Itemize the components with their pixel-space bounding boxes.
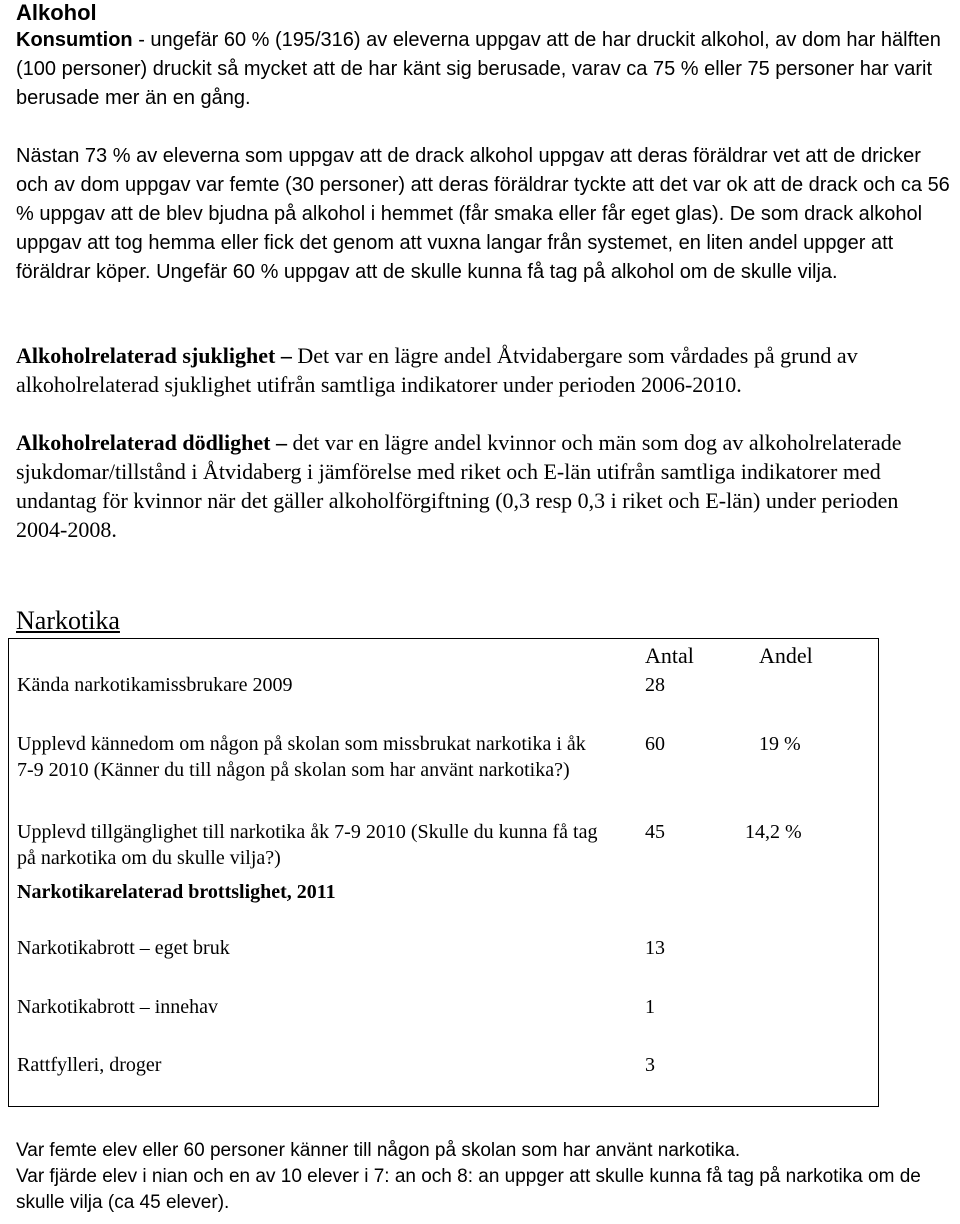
paragraph-alkohol-foraldrar: Nästan 73 % av eleverna som uppgav att de drack alkohol uppgav att deras föräldrar vet att de dricker och av dom uppgav var femte (30 personer) att deras föräldrar tyckte att det var ok att de drack och ca 56 % uppgav att de blev bjudna på alkohol i hemmet (får smaka eller får eget glas). De som drack alkohol uppgav att tog hemma eller fick det genom att vuxna langar från systemet, en liten andel uppger att föräldrar köper. Ungefär 60 % uppgav att de skulle kunna få tag på alkohol om de skulle vilja. [16,145,950,283]
paragraph-sjuklighet [16,341,951,399]
row-antal: 13 [645,937,665,959]
footnote-line: Var fjärde elev i nian och en av 10 elever i 7: an och 8: an uppger att skulle kunna få tag på narkotika om de skulle vilja (ca 45 elever). [16,1166,921,1213]
row-antal: 28 [645,674,665,696]
row-label: Narkotikabrott – innehav [17,996,219,1018]
footnote-line: Var femte elev eller 60 personer känner till någon på skolan som har använt narkotika. [16,1140,741,1161]
konsumtion-label: Konsumtion [16,29,133,51]
row-label: Upplevd tillgänglighet till narkotika åk 7-9 2010 (Skulle du kunna få tag på narkotika om du skulle vilja?) [17,821,598,869]
sjuklighet-label: Alkoholrelaterad sjuklighet – [16,343,292,368]
dodlighet-text: det var en lägre andel kvinnor och män som dog av alkoholrelaterade sjukdomar/tillstånd i Åtvidaberg i jämförelse med riket och E-län utifrån samtliga indikatorer med undantag för kvinnor när det gäller alkoholförgiftning (0,3 resp 0,3 i riket och E-län) under perioden 2004-2008. [16,430,902,542]
column-header-andel: Andel [759,643,813,668]
dodlighet-label: Alkoholrelaterad dödlighet – [16,430,287,455]
paragraph-konsumtion [16,26,951,113]
row-andel: 19 % [759,733,801,755]
row-antal: 60 [645,733,665,755]
row-label: Narkotikabrott – eget bruk [17,937,230,959]
row-andel: 14,2 % [745,821,802,843]
paragraph-dodlighet [16,428,951,544]
narkotika-footnotes [16,1138,951,1216]
sjuklighet-text: Det var en lägre andel Åtvidabergare som vårdades på grund av alkoholrelaterad sjuklighet utifrån samtliga indikatorer under perioden 2006-2010. [16,343,858,397]
row-antal: 3 [645,1054,655,1076]
row-label: Rattfylleri, droger [17,1054,162,1076]
column-header-antal: Antal [645,643,694,668]
row-label: Upplevd kännedom om någon på skolan som missbrukat narkotika i åk 7-9 2010 (Känner du till någon på skolan som har använt narkotika?) [17,733,586,781]
narkotika-table [8,638,879,1107]
row-antal: 1 [645,996,655,1018]
row-antal: 45 [645,821,665,843]
row-label: Kända narkotikamissbrukare 2009 [17,674,293,696]
row-label-heading: Narkotikarelaterad brottslighet, 2011 [17,881,336,903]
section-title-narkotika [16,603,951,639]
narkotika-title-text: Narkotika [16,606,120,635]
konsumtion-text: - ungefär 60 % (195/316) av eleverna uppgav att de har druckit alkohol, av dom har hälften (100 personer) druckit så mycket att de har känt sig berusade, varav ca 75 % eller 75 personer har varit berusade mer än en gång. [16,29,941,109]
section-title-alkohol: Alkohol [16,0,97,25]
